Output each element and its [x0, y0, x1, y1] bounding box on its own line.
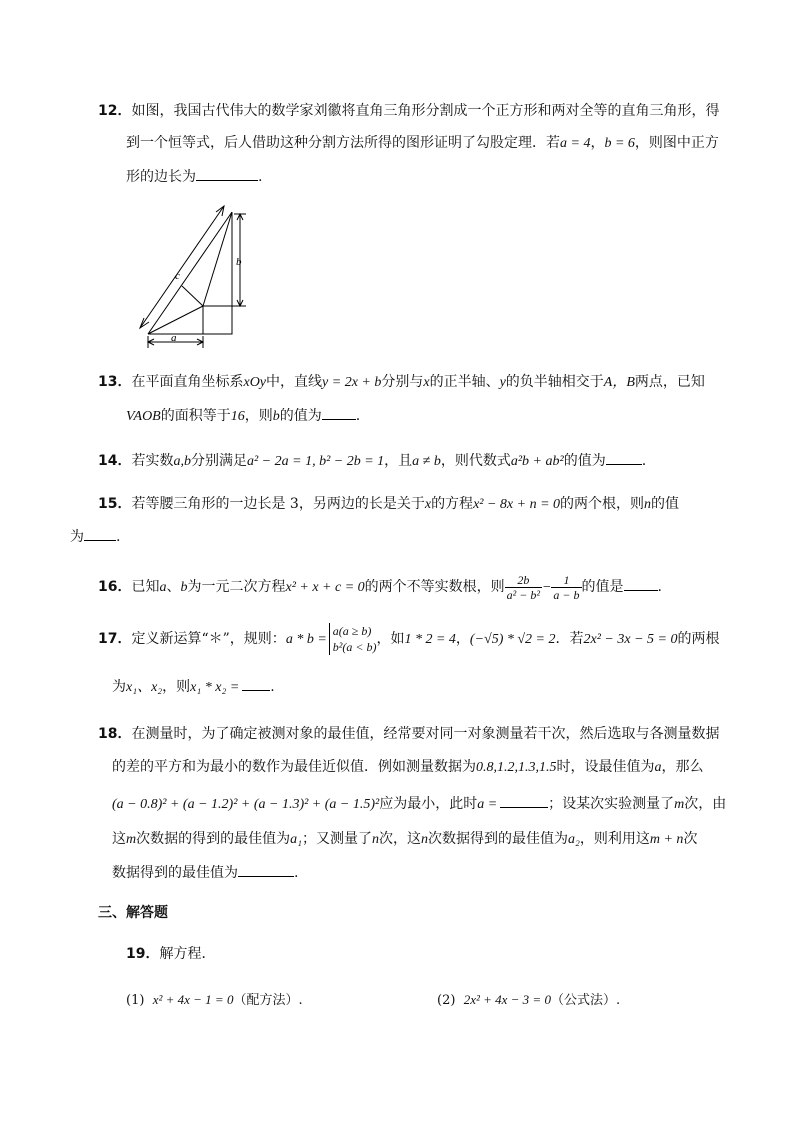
q15-text: 的方程	[431, 496, 474, 512]
q14-text: ，则代数式	[440, 453, 511, 469]
q16-fraction-1	[505, 573, 542, 602]
q12-b-value: b = 6	[604, 136, 635, 151]
q13-math: VAOB	[126, 409, 161, 424]
q18-line3	[112, 793, 726, 815]
q13-math: b	[272, 409, 280, 424]
q12-a-value: a = 4	[560, 136, 591, 151]
q12-line2	[126, 133, 719, 154]
q18-text: 应为最小，此时	[379, 796, 478, 812]
q16-text: 已知	[131, 579, 160, 595]
q14-answer-blank[interactable]	[606, 450, 642, 465]
q18-math: 0.8,1.2,1.3,1.5	[476, 760, 557, 775]
q19-title	[126, 944, 215, 964]
q17-math: (−√5) * √2 = 2	[469, 632, 556, 647]
q16-text: 的值是	[581, 579, 624, 595]
q13-answer-blank[interactable]	[322, 405, 356, 420]
q13-math: y = 2x + b	[322, 375, 382, 390]
q18-text: 次，这	[379, 831, 421, 847]
q16-text: 的两个不等实数根，则	[364, 579, 505, 595]
q16-answer-blank[interactable]	[624, 576, 658, 591]
fig-label-c: c	[175, 270, 180, 282]
q19-part2	[437, 990, 620, 1011]
q16-math: a	[159, 580, 167, 595]
q13-end: .	[355, 408, 361, 424]
q15-text: 的两个根，则	[560, 496, 645, 512]
q18-text: 这	[112, 831, 126, 847]
q19-part1-method: （配方法）.	[233, 993, 303, 1008]
q14-text: 分别满足	[190, 453, 247, 469]
q17-line1	[98, 621, 719, 657]
fig-inner-line-3	[182, 286, 203, 306]
q17-text: 定义新运算“＊”，规则：	[131, 631, 286, 647]
q17-math: x₁、x₂	[126, 680, 163, 695]
q13-math: 16	[230, 409, 245, 424]
q17-line2	[112, 676, 275, 698]
q19-part1	[126, 990, 303, 1011]
q13-number: 13．	[98, 374, 132, 390]
q19-part2-equation: 2x² + 4x − 3 = 0	[463, 992, 551, 1007]
q14-text: 若实数	[131, 453, 174, 469]
q18-text: ，则利用这	[579, 831, 650, 847]
q15-end: .	[116, 529, 121, 545]
q16-frac1-denominator: a² − b²	[506, 587, 540, 602]
q17-math: 1 * 2 = 4	[404, 632, 456, 647]
q15-math: n	[644, 497, 652, 512]
q13-math: y	[499, 375, 506, 390]
q18-text: 在测量时，为了确定被测对象的最佳值，经常要对同一对象测量若干次，然后选取与各测量数据	[131, 726, 720, 742]
q17-text: ，则	[162, 679, 191, 695]
q19-text: 解方程．	[159, 946, 216, 962]
q18-text: ；设某次实验测量了	[548, 796, 675, 812]
q17-answer-blank[interactable]	[242, 676, 270, 691]
q15-number: 15．	[98, 496, 132, 512]
q17-math: x₁ * x₂ =	[190, 680, 240, 695]
q18-line5	[112, 862, 298, 883]
fig-c-dim-line	[140, 206, 224, 328]
q18-math: (a − 0.8)² + (a − 1.2)² + (a − 1.3)² + (a − 1.5)²	[112, 797, 380, 812]
q18-math: m + n	[649, 832, 684, 847]
q12-figure	[130, 200, 260, 350]
q13-text: 的负半轴相交于	[505, 374, 604, 390]
q18-text: 次数据得到的最佳值为	[428, 831, 568, 847]
q13-math: x	[423, 375, 430, 390]
q18-text: ；又测量了	[302, 831, 372, 847]
fig-outer-left-edge	[148, 212, 232, 334]
fig-c-arrow-bottom	[140, 318, 149, 328]
q14-math: a,b	[173, 454, 191, 469]
q17-piecewise	[329, 623, 377, 655]
q18-text: ，那么	[661, 759, 704, 775]
q14-math: a ≠ b	[412, 454, 441, 469]
fig-label-a: a	[171, 332, 177, 344]
q17-math: 2x² − 3x − 5 = 0	[583, 632, 678, 647]
q15-text: 若等腰三角形的一边长是 3，另两边的长是关于	[131, 496, 425, 512]
q13-line2	[126, 405, 360, 427]
q19-part1-equation: x² + 4x − 1 = 0	[152, 992, 234, 1007]
q16-frac2-numerator: 1	[551, 573, 581, 588]
q14-math: a²b + ab²	[510, 454, 564, 469]
q12-text1: 如图，我国古代伟大的数学家刘徽将直角三角形分割成一个正方形和两对全等的直角三角形，得	[131, 103, 720, 119]
q18-text: 次数据的得到的最佳值为	[136, 831, 291, 847]
q18-math: a₁	[290, 832, 302, 847]
q15-text: 的值	[651, 496, 680, 512]
q15-math: x² − 8x + n = 0	[473, 497, 561, 512]
q13-text: 的值为	[279, 408, 322, 424]
q16-fraction-2	[551, 573, 581, 602]
q12-end: .	[258, 169, 263, 185]
q18-text: 的差的平方和为最小的数作为最佳近似值．例如测量数据为	[112, 759, 476, 775]
q18-math: a =	[477, 797, 498, 812]
q12-text2: 到一个恒等式，后人借助这种分割方法所得的图形证明了勾股定理．若	[126, 135, 560, 151]
q13-text: 中，直线	[266, 374, 323, 390]
fig-square	[203, 306, 232, 334]
q15-line1	[98, 494, 679, 515]
q13-text: 的正半轴、	[429, 374, 500, 390]
q13-text: 两点，已知	[634, 374, 705, 390]
q17-text: ．若	[555, 631, 584, 647]
q18-math: n	[421, 832, 428, 847]
q18-end: .	[294, 865, 299, 881]
q16-end: .	[657, 579, 662, 595]
fig-inner-line-1	[148, 306, 203, 334]
q16-text: 、	[166, 579, 181, 595]
q18-math: m	[674, 797, 685, 812]
q16-number: 16．	[98, 579, 132, 595]
q16-math: x² + x + c = 0	[285, 580, 365, 595]
q13-text: 在平面直角坐标系	[131, 374, 244, 390]
q12-line1	[98, 101, 719, 121]
q19-number: 19．	[126, 946, 160, 962]
q16-minus: −	[541, 580, 552, 595]
q17-text: 为	[112, 679, 126, 695]
q14-number: 14．	[98, 453, 132, 469]
q15-math: x	[424, 497, 432, 512]
q16-math: b	[180, 580, 188, 595]
q13-math: A，B	[603, 375, 635, 390]
q12-text3: 形的边长为	[126, 169, 196, 185]
q18-answer-blank-1[interactable]	[500, 793, 548, 808]
q17-number: 17．	[98, 631, 132, 647]
q12-text2-end: ，则图中正方	[634, 135, 719, 151]
section-title: 三、解答题	[98, 905, 168, 921]
q13-text: 分别与	[381, 374, 424, 390]
q13-text: 的面积等于	[160, 408, 231, 424]
q17-case-1: a(a ≥ b)	[332, 624, 372, 638]
q14-math: a² − 2a = 1, b² − 2b = 1	[246, 454, 385, 469]
q12-line3	[126, 166, 262, 187]
q17-text: ，如	[376, 631, 405, 647]
q15-answer-blank[interactable]	[84, 526, 116, 541]
q18-line1	[98, 724, 719, 744]
q18-text: 次	[683, 831, 698, 847]
q18-text: 次，由	[684, 796, 727, 812]
q18-answer-blank-2[interactable]	[238, 862, 294, 877]
q17-case-2: b²(a < b)	[332, 640, 377, 654]
q14-text: ，且	[384, 453, 413, 469]
q16-text: 为一元二次方程	[187, 579, 286, 595]
q18-math: a₂	[568, 832, 580, 847]
q18-math: n	[372, 832, 379, 847]
q14-text: 的值为	[563, 453, 606, 469]
q13-text: ，则	[244, 408, 273, 424]
q17-end: .	[270, 679, 275, 695]
q18-math: a	[654, 760, 662, 775]
fig-label-b: b	[236, 256, 242, 268]
q19-part2-method: （公式法）.	[550, 993, 621, 1008]
q13-math: xOy	[243, 375, 267, 390]
q16-frac1-numerator: 2b	[505, 573, 542, 588]
fig-inner-line-2	[203, 212, 232, 306]
q15-text: 为	[70, 529, 84, 545]
q19-part2-label: (2)	[437, 993, 456, 1008]
q16-line1	[98, 571, 662, 603]
q12-number: 12．	[98, 103, 132, 119]
q14-end: .	[641, 453, 647, 469]
q12-answer-blank[interactable]	[196, 166, 258, 181]
q18-line2	[112, 757, 704, 778]
q18-text: 时，设最佳值为	[556, 759, 655, 775]
q17-text: ，	[455, 631, 470, 647]
q18-text: 数据得到的最佳值为	[112, 865, 238, 881]
q13-line1	[98, 372, 705, 393]
q18-math: m	[126, 832, 137, 847]
q15-line2	[70, 526, 120, 547]
q17-text: 的两根	[677, 631, 720, 647]
q14-line1	[98, 450, 646, 472]
q19-part1-label: (1)	[126, 993, 145, 1008]
q16-frac2-denominator: a − b	[553, 587, 580, 602]
q18-line4	[112, 829, 697, 850]
q18-number: 18．	[98, 726, 132, 742]
q17-op: a * b =	[285, 632, 327, 647]
q12-sep: ，	[590, 135, 605, 151]
